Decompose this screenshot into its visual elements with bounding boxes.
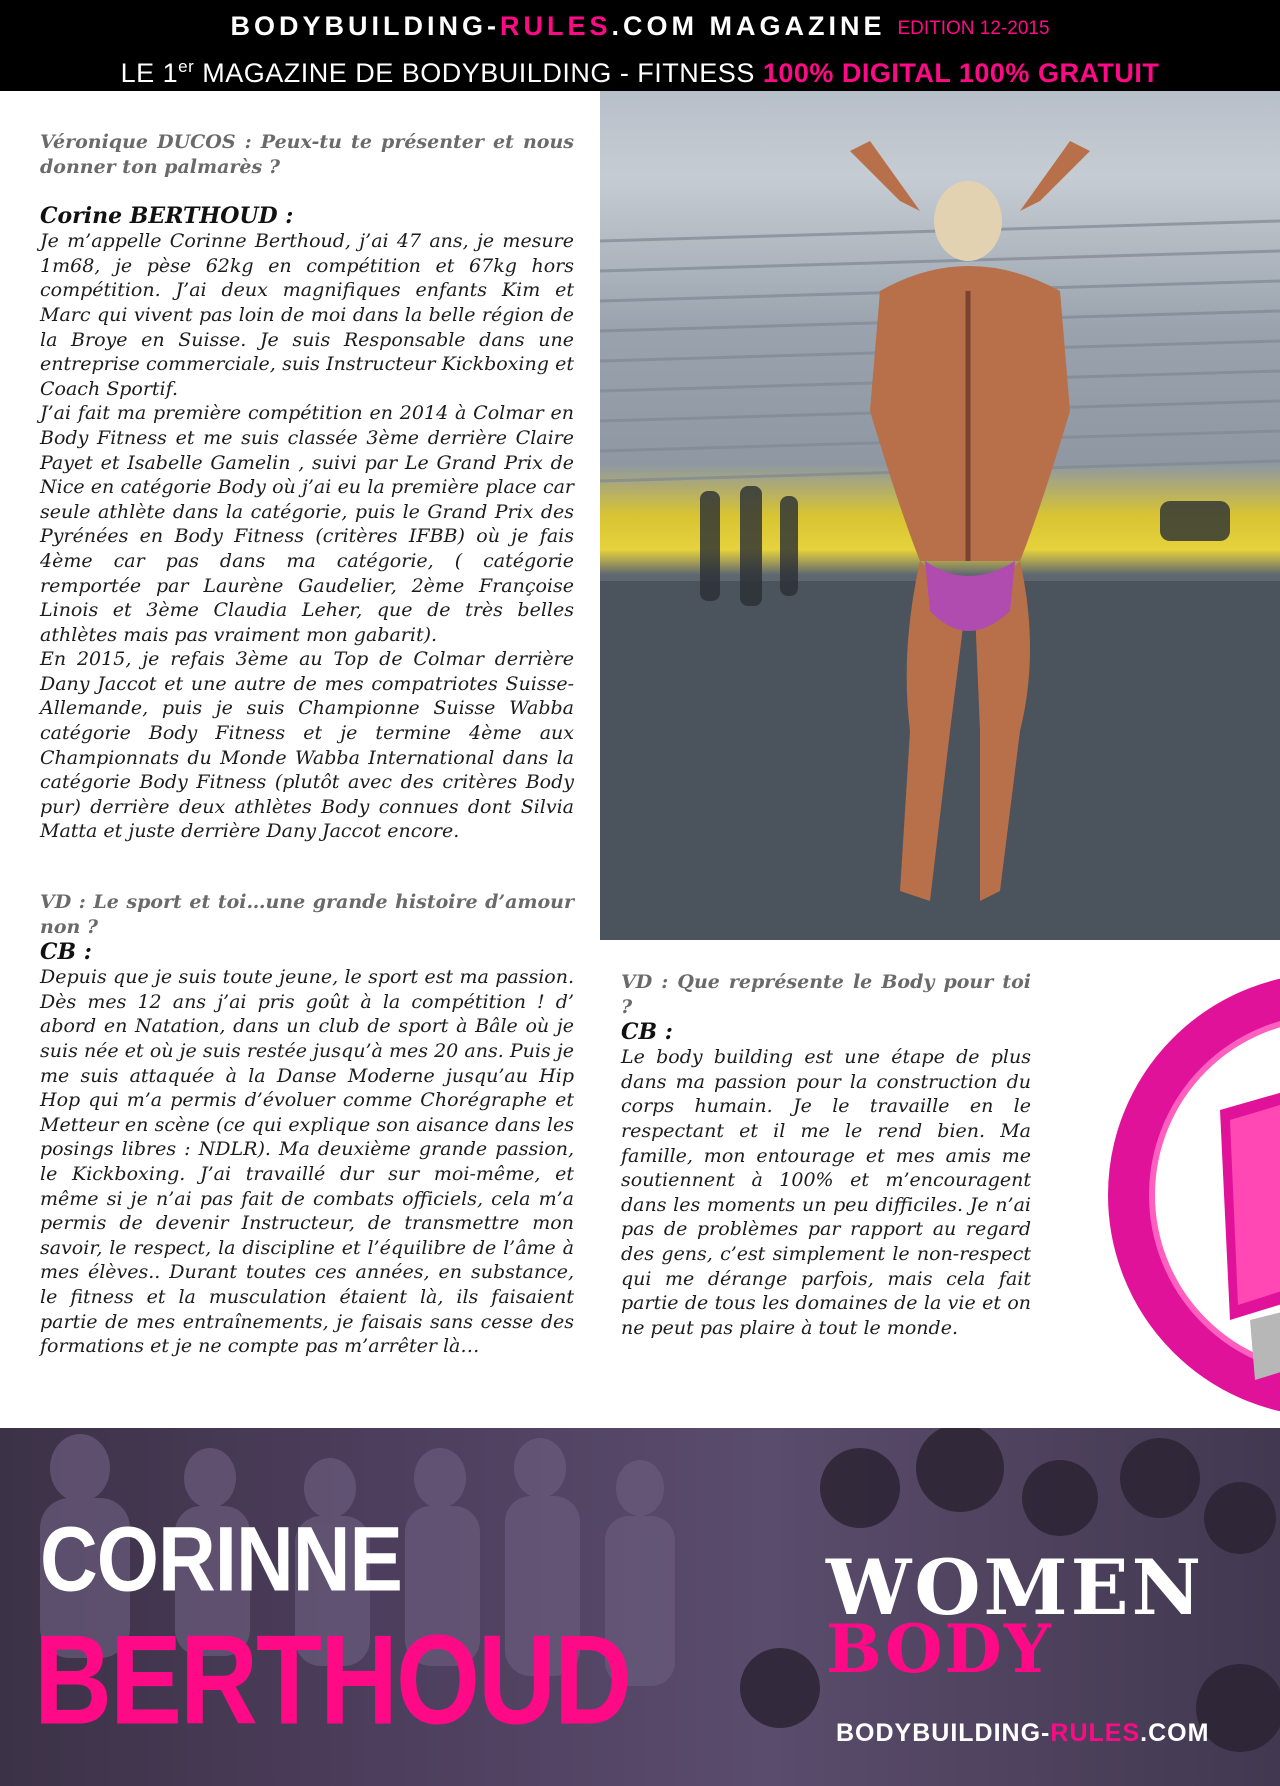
site-part1: BODYBUILDING- xyxy=(836,1719,1051,1747)
answer-1-paragraph-2: J’ai fait ma première compétition en 2014 à Colmar en Body Fitness et me suis classée 3ème derrière Claire Payet et Isabelle Gamelin , suivi par Le Grand Prix de Nice en catégorie Body où j’ai eu la première place car seule athlète dans la catégorie, puis le Grand Prix des Pyrénées en Body Fitness (critères IFBB) où je fais 4ème car pas dans ma catégorie, ( catégorie remportée par Laurène Gaudelier, 2ème Françoise Linois et 3ème Claudia Leher, que de très belles athlètes mais pas vraiment mon gabarit). xyxy=(40,402,574,646)
athlete-photo xyxy=(600,91,1280,940)
article-column-left-bottom xyxy=(40,890,574,1359)
article-column-right xyxy=(621,970,1031,1340)
magazine-tagline xyxy=(0,46,1280,88)
answer-2-speaker: CB : xyxy=(40,939,92,966)
brand-part1: BODYBUILDING- xyxy=(230,11,500,41)
answer-3-paragraph-1: Le body building est une étape de plus dans ma passion pour la construction du corps humain. Je le travaille en le respectant et il me le rend bien. Ma famille, mon entourage et mes amis me soutiennent à 100% et m’encouragent dans les moments un peu difficiles. Je n’ai pas de problèmes par rapport au regard des gens, c’est simplement le non-respect qui me dérange parfois, mais cela fait partie de tous les domaines de la vie et on ne peut pas plaire à tout le monde. xyxy=(621,1046,1031,1339)
bottom-banner xyxy=(0,1428,1280,1786)
question-1: Véronique DUCOS : Peux-tu te présenter et nous donner ton palmarès ? xyxy=(40,131,574,178)
site-pink: RULES xyxy=(1050,1719,1141,1747)
edition-label: EDITION 12-2015 xyxy=(897,18,1050,39)
tagline-main: MAGAZINE DE BODYBUILDING - FITNESS xyxy=(194,58,763,88)
answer-1-paragraph-1: Je m’appelle Corinne Berthoud, j’ai 47 ans, je mesure 1m68, je pèse 62kg en compétition et 67kg hors compétition. J’ai deux magnifiques enfants Kim et Marc qui vivent pas loin de moi dans la belle région de la Broye en Suisse. Je suis Responsable dans une entreprise commerciale, suis Instructeur Kickboxing et Coach Sportif. xyxy=(40,230,574,400)
article-column-left-top xyxy=(40,130,574,844)
tagline-pink: 100% DIGITAL 100% GRATUIT xyxy=(762,58,1160,88)
question-3: VD : Que représente le Body pour toi ? xyxy=(621,971,1031,1018)
question-2: VD : Le sport et toi…une grande histoire d’amour non ? xyxy=(40,891,574,938)
women-body-logo-icon xyxy=(1080,960,1280,1430)
tagline-sup: er xyxy=(178,57,195,76)
magazine-header xyxy=(0,0,1280,91)
brand-pink: RULES xyxy=(499,11,612,41)
section-title-body: BODY xyxy=(826,1610,1053,1688)
answer-2-paragraph-1: Depuis que je suis toute jeune, le sport est ma passion. Dès mes 12 ans j’ai pris goût à la compétition ! d’ abord en Natation, dans un club de sport à Bâle où je suis née et où je suis restée jusqu’à mes 20 ans. Puis je me suis attaquée à la Danse Moderne jusqu’au Hip Hop qui m’a permis d’évoluer comme Chorégraphe et Metteur en scène (ce qui explique son aisance dans les posings libres : NDLR). Ma deuxième grande passion, le Kickboxing. J’ai travaillé dur sur moi-même, et même si je n’ai pas fait de combats officiels, cela m’a permis de devenir Instructeur, de transmettre mon savoir, le respect, la discipline et l’équilibre de l’âme à mes élèves.. Durant toutes ces années, en substance, le fitness et la musculation étaient là, ils faisaient partie de mes entraînements, je faisais sans cesse des formations et je ne compte pas m’arrêter là… xyxy=(40,966,574,1358)
athlete-first-name: CORINNE xyxy=(40,1507,402,1611)
brand-part2: .COM MAGAZINE xyxy=(611,11,886,41)
answer-3-speaker: CB : xyxy=(621,1019,673,1046)
answer-1-speaker: Corine BERTHOUD : xyxy=(40,203,294,230)
answer-1-paragraph-3: En 2015, je refais 3ème au Top de Colmar derrière Dany Jaccot et une autre de mes compatriotes Suisse-Allemande, puis je suis Championne Suisse Wabba catégorie Body Fitness et je termine 4ème aux Championnats du Monde Wabba International dans la catégorie Body Fitness (plutôt avec des critères Body pur) derrière deux athlètes Body connues dont Silvia Matta et juste derrière Dany Jaccot encore. xyxy=(40,648,574,843)
athlete-last-name: BERTHOUD xyxy=(34,1608,630,1751)
section-title-women: WOMEN xyxy=(826,1543,1205,1632)
tagline-prefix: LE 1 xyxy=(120,58,179,88)
magazine-brand-line xyxy=(0,6,1280,46)
website-url xyxy=(836,1718,1209,1748)
athlete-photo-illustration xyxy=(600,91,1280,940)
site-part2: .COM xyxy=(1140,1719,1210,1747)
